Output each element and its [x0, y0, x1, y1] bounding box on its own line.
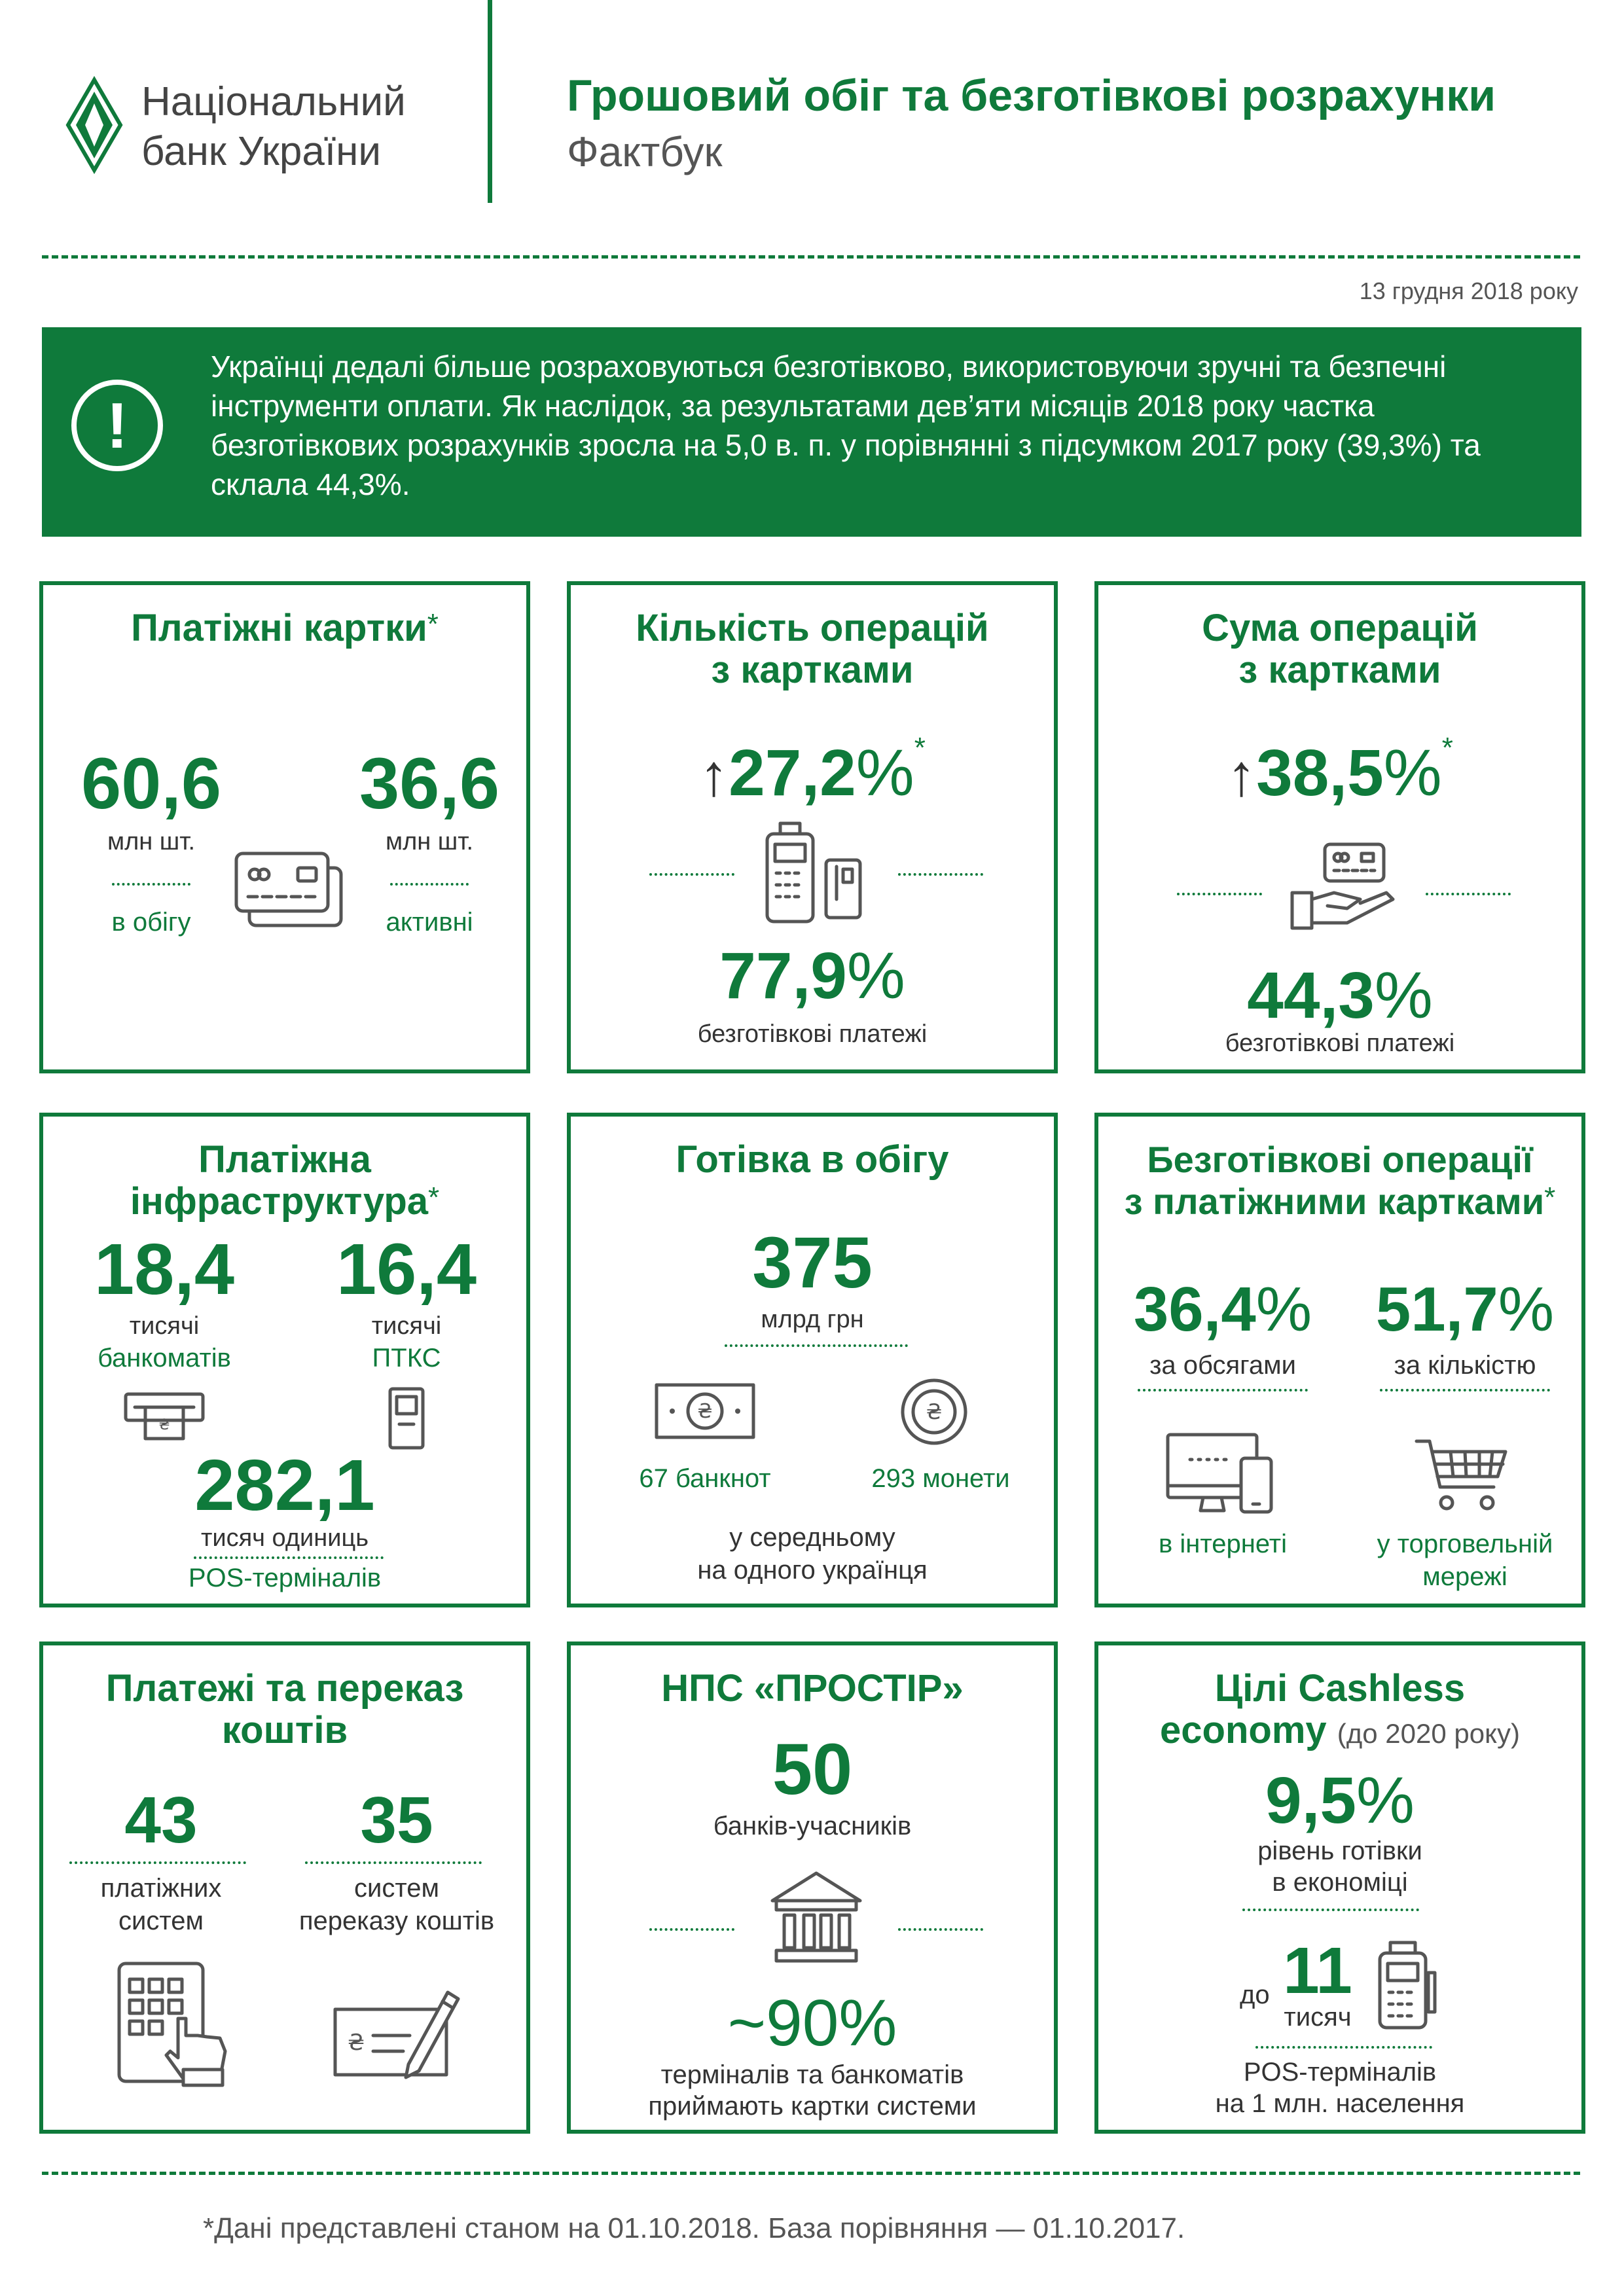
summary-banner — [42, 327, 1581, 537]
bottom-divider — [42, 2172, 1580, 2175]
goal-pos-value: 11 — [1283, 1934, 1352, 2007]
svg-text:₴: ₴ — [158, 1417, 170, 1433]
internet-label: в інтернеті — [1159, 1530, 1287, 1558]
card-title — [571, 607, 1054, 691]
ptks-label: ПТКС — [372, 1344, 441, 1372]
divider-dots — [69, 1861, 246, 1864]
retail-label-line1: у торговельній — [1377, 1530, 1553, 1558]
card-title-line2: з платіжними картками — [1124, 1181, 1545, 1222]
goal-pos-line2: на 1 млн. населення — [1215, 2089, 1465, 2118]
card-title: Готівка в обігу — [676, 1138, 949, 1181]
bank-building-icon — [767, 1868, 865, 1966]
card-title-line1: Сума операцій — [1202, 607, 1478, 649]
shopping-cart-icon — [1413, 1435, 1511, 1513]
payment-systems-line2: систем — [118, 1907, 204, 1935]
payment-systems-value: 43 — [124, 1784, 198, 1857]
divider-dots — [898, 873, 983, 876]
nbu-logo-icon — [65, 77, 123, 173]
cards-in-circulation-label: в обігу — [111, 908, 191, 937]
card-prostir — [567, 1641, 1058, 2134]
coin-icon — [898, 1376, 970, 1448]
divider-dots — [305, 1861, 482, 1864]
card-cashless-goals — [1094, 1641, 1585, 2134]
card-operations-count — [567, 581, 1058, 1073]
divider-dots — [649, 873, 734, 876]
card-operations-sum — [1094, 581, 1585, 1073]
cards-active-value: 36,6 — [359, 744, 500, 824]
divider-dots — [1242, 1909, 1419, 1911]
card-title: Платіжна інфраструктура* — [43, 1139, 526, 1223]
per-capita-note-line2: на одного українця — [697, 1556, 928, 1585]
per-capita-note-line1: у середньому — [729, 1523, 895, 1552]
ptks-unit: тисячі — [371, 1312, 442, 1340]
divider-dots — [1380, 1389, 1550, 1391]
prostir-share-line2: приймають картки системи — [648, 2092, 977, 2121]
atm-icon — [122, 1390, 207, 1443]
prostir-banks-label: банків-учасників — [713, 1812, 912, 1840]
card-title-line2: коштів — [221, 1709, 348, 1751]
divider-dots — [112, 883, 190, 886]
org-name-line2: банк України — [141, 129, 381, 174]
divider-dots — [1255, 2046, 1432, 2049]
divider-dots — [390, 883, 469, 886]
ops-sum-share: 44,3% — [1247, 959, 1433, 1032]
prostir-share-line1: терміналів та банкоматів — [660, 2060, 964, 2089]
goal-cash-line1: рівень готівки — [1257, 1837, 1422, 1865]
cards-active-label: активні — [386, 908, 473, 937]
coin-hryvnia-symbol: ₴ — [926, 1399, 943, 1424]
divider-dots — [1177, 893, 1262, 895]
prostir-share: ~90% — [727, 1986, 897, 2060]
card-title: НПС «ПРОСТІР» — [661, 1667, 964, 1710]
cards-in-circulation-unit: млн шт. — [107, 828, 196, 855]
ops-sum-share-label: безготівкові платежі — [1225, 1030, 1455, 1057]
org-name-line1: Національний — [141, 79, 406, 124]
card-payments-and-transfers — [39, 1641, 530, 2134]
card-payment-infrastructure — [39, 1113, 530, 1607]
alert-icon: ! — [71, 380, 163, 471]
card-title-line2: economy — [1160, 1709, 1327, 1751]
pos-terminal-icon — [761, 821, 872, 925]
divider-dots — [1138, 1389, 1308, 1391]
pos-unit: тисяч одиниць — [200, 1524, 369, 1552]
page-title: Грошовий обіг та безготівкові розрахунки — [567, 71, 1496, 120]
cash-value: 375 — [752, 1223, 873, 1303]
card-title — [43, 1668, 526, 1751]
goal-pos-label — [1098, 2056, 1581, 2119]
card-cashless-card-operations — [1094, 1113, 1585, 1607]
top-divider — [42, 255, 1580, 259]
cashless-count-share: 51,7% — [1375, 1274, 1555, 1344]
computer-and-phone-icon — [1164, 1431, 1275, 1516]
card-title-line1: Платежі та переказ — [105, 1667, 464, 1710]
payment-systems-line1: платіжних — [100, 1874, 222, 1903]
card-title — [1098, 1668, 1581, 1755]
card-title-line1: Безготівкові операції — [1147, 1139, 1533, 1180]
transfer-systems-label — [285, 1872, 508, 1937]
goal-cash-label — [1098, 1835, 1581, 1898]
goal-pos-prefix: до — [1240, 1981, 1270, 2009]
payment-systems-label — [63, 1872, 259, 1937]
ops-count-share: 77,9% — [719, 939, 905, 1013]
up-arrow-icon: ↑ — [1227, 743, 1257, 808]
self-service-terminal-icon — [384, 1385, 429, 1450]
atm-label: банкоматів — [98, 1344, 231, 1372]
atm-unit: тисячі — [129, 1312, 200, 1340]
card-in-hand-icon — [1288, 840, 1399, 932]
pos-label: POS-терміналів — [188, 1564, 382, 1592]
card-title-line1: Кількість операцій — [636, 607, 989, 649]
banknotes-count: 67 банкнот — [639, 1464, 771, 1493]
goal-cash-level: 9,5% — [1265, 1764, 1415, 1837]
retail-label-line2: мережі — [1422, 1562, 1507, 1591]
page-subtitle: Фактбук — [567, 128, 723, 175]
retail-label — [1354, 1528, 1576, 1593]
card-cash-in-circulation — [567, 1113, 1058, 1607]
card-payment-cards — [39, 581, 530, 1073]
transfer-systems-line1: систем — [354, 1874, 439, 1903]
banknote-icon — [653, 1378, 757, 1444]
per-capita-note — [571, 1521, 1054, 1587]
cash-unit: млрд грн — [761, 1306, 864, 1333]
report-date: 13 грудня 2018 року — [1359, 278, 1578, 304]
card-title: Платіжні картки* — [131, 607, 439, 649]
divider-dots — [725, 1344, 908, 1347]
cards-active-unit: млн шт. — [385, 828, 474, 855]
card-title-line1: Цілі Cashless — [1214, 1667, 1466, 1710]
divider-dots — [649, 1928, 734, 1931]
ops-count-share-label: безготівкові платежі — [697, 1020, 928, 1048]
cashless-volume-share: 36,4% — [1133, 1274, 1312, 1344]
card-title: Безготівкові операції з платіжними картками* — [1098, 1139, 1581, 1223]
card-title-line2: з картками — [1238, 649, 1441, 691]
org-name — [141, 77, 406, 177]
ptks-value: 16,4 — [336, 1229, 477, 1310]
pos-terminal-icon — [1373, 1940, 1439, 2032]
cards-in-circulation-value: 60,6 — [81, 744, 222, 824]
banner-text: Українці дедалі більше розраховуються безготівково, використовуючи зручні та безпечні інструменти оплати. Як наслідок, за результатами дев’яти місяців 2018 року частка безготівкових розрахунків зросла на 5,0 в. п. у порівнянні з підсумком 2017 року (39,3%) та склала 44,3%. — [211, 350, 1481, 501]
coins-count: 293 монети — [871, 1464, 1010, 1493]
cashless-count-label: за кількістю — [1394, 1351, 1536, 1380]
prostir-banks-value: 50 — [772, 1729, 853, 1810]
goal-pos-unit: тисяч — [1284, 2003, 1352, 2032]
divider-dots — [1426, 893, 1511, 895]
tablet-touch-icon — [115, 1960, 233, 2090]
cashless-volume-label: за обсягами — [1149, 1351, 1296, 1380]
atm-value: 18,4 — [94, 1229, 235, 1310]
ops-sum-growth: ↑38,5%* — [1227, 732, 1453, 810]
banknote-hryvnia-symbol: ₴ — [697, 1400, 713, 1423]
signed-cheque-icon — [331, 1973, 462, 2084]
up-arrow-icon: ↑ — [699, 743, 729, 808]
card-title-note: (до 2020 року) — [1337, 1718, 1520, 1749]
card-title-line1: Платіжна — [198, 1138, 371, 1181]
ops-count-growth: ↑27,2%* — [699, 732, 926, 810]
card-title-line2: інфраструктура — [130, 1180, 429, 1223]
card-title-line2: з картками — [711, 649, 914, 691]
divider-dots — [194, 1556, 384, 1559]
transfer-systems-line2: переказу коштів — [298, 1907, 495, 1935]
credit-cards-icon — [230, 847, 348, 932]
goal-cash-line2: в економіці — [1272, 1868, 1408, 1897]
transfer-systems-value: 35 — [360, 1784, 433, 1857]
prostir-share-label — [571, 2059, 1054, 2122]
header-divider — [488, 0, 492, 203]
footnote: *Дані представлені станом на 01.10.2018. База порівняння — 01.10.2017. — [203, 2212, 1185, 2244]
goal-pos-line1: POS-терміналів — [1243, 2058, 1437, 2087]
card-title — [1098, 607, 1581, 691]
pos-value: 282,1 — [194, 1445, 375, 1526]
divider-dots — [898, 1928, 983, 1931]
cheque-hryvnia-symbol: ₴ — [347, 2030, 365, 2056]
